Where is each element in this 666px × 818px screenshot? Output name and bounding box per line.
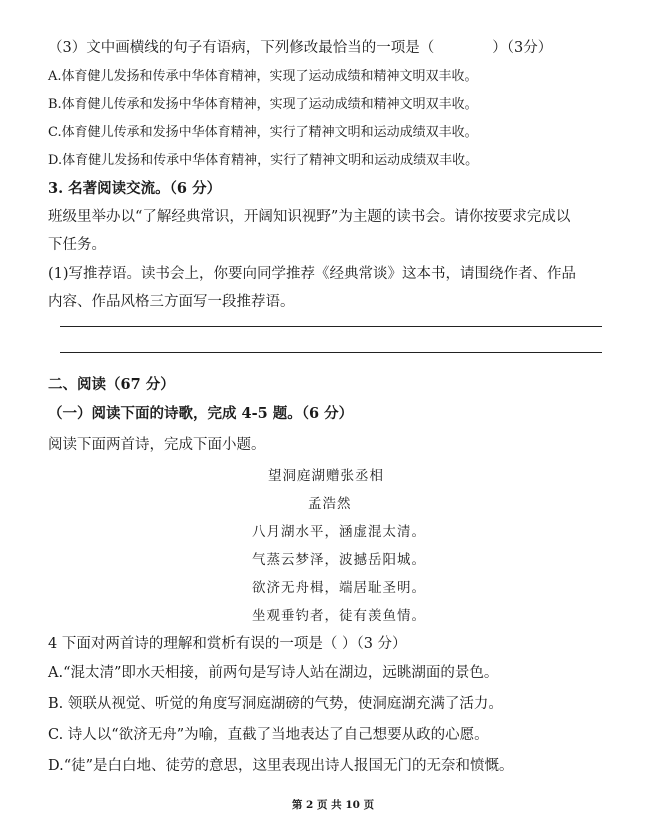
q4-option-d: D.“徒”是白白地、徒劳的意思，这里表现出诗人报国无门的无奈和愤慨。 bbox=[48, 758, 514, 774]
poem-line-1: 八月湖水平，涵虚混太清。 bbox=[252, 524, 426, 540]
q4-option-a: A.“混太清”即水天相接，前两句是写诗人站在湖边，远眺湖面的景色。 bbox=[48, 665, 499, 681]
section3-intro-line2: 下任务。 bbox=[48, 237, 106, 253]
q4-stem: 4 下面对两首诗的理解和赏析有误的一项是（ ）（3 分） bbox=[48, 636, 407, 652]
section3-intro-line1: 班级里举办以“了解经典常识，开阔知识视野”为主题的读书会。请你按要求完成以 bbox=[48, 209, 571, 225]
part2-subtitle: （一）阅读下面的诗歌，完成 4-5 题。（6 分） bbox=[48, 405, 354, 422]
q4-option-c: C. 诗人以“欲济无舟”为喻，直截了当地表达了自己想要从政的心愿。 bbox=[48, 727, 489, 743]
poem-line-3: 欲济无舟楫，端居耻圣明。 bbox=[252, 580, 426, 596]
answer-line-2 bbox=[60, 352, 602, 353]
poem-author: 孟浩然 bbox=[308, 496, 352, 512]
q3-option-a: A.体育健儿发扬和传承中华体育精神，实现了运动成绩和精神文明双丰收。 bbox=[48, 69, 478, 84]
page-footer: 第 2 页 共 10 页 bbox=[291, 799, 375, 811]
poem-line-4: 坐观垂钓者，徒有羡鱼情。 bbox=[252, 608, 426, 624]
q3-option-d: D.体育健儿发扬和传承中华体育精神，实行了精神文明和运动成绩双丰收。 bbox=[48, 153, 479, 168]
q3-stem bbox=[48, 38, 552, 58]
section3-task-line2: 内容、作品风格三方面写一段推荐语。 bbox=[48, 294, 295, 310]
answer-line-1 bbox=[60, 326, 602, 327]
q3-option-b: B.体育健儿传承和发扬中华体育精神，实现了运动成绩和精神文明双丰收。 bbox=[48, 97, 478, 112]
poem-line-2: 气蒸云梦泽，波撼岳阳城。 bbox=[252, 552, 426, 568]
q4-option-b: B. 领联从视觉、听觉的角度写洞庭湖磅的气势，使洞庭湖充满了活力。 bbox=[48, 696, 503, 712]
q3-score: ）（3分） bbox=[492, 40, 553, 56]
part2-title: 二、阅读（67 分） bbox=[48, 376, 175, 393]
q3-option-c: C.体育健儿传承和发扬中华体育精神，实行了精神文明和运动成绩双丰收。 bbox=[48, 125, 478, 140]
q3-stem-text: （3）文中画横线的句子有语病，下列修改最恰当的一项是（ bbox=[48, 40, 435, 56]
part2-instruction: 阅读下面两首诗，完成下面小题。 bbox=[48, 437, 266, 453]
poem-title: 望洞庭湖赠张丞相 bbox=[268, 468, 384, 484]
section3-title: 3. 名著阅读交流。（6 分） bbox=[48, 180, 222, 197]
section3-task-line1: (1)写推荐语。读书会上，你要向同学推荐《经典常谈》这本书，请围绕作者、作品 bbox=[48, 266, 577, 282]
